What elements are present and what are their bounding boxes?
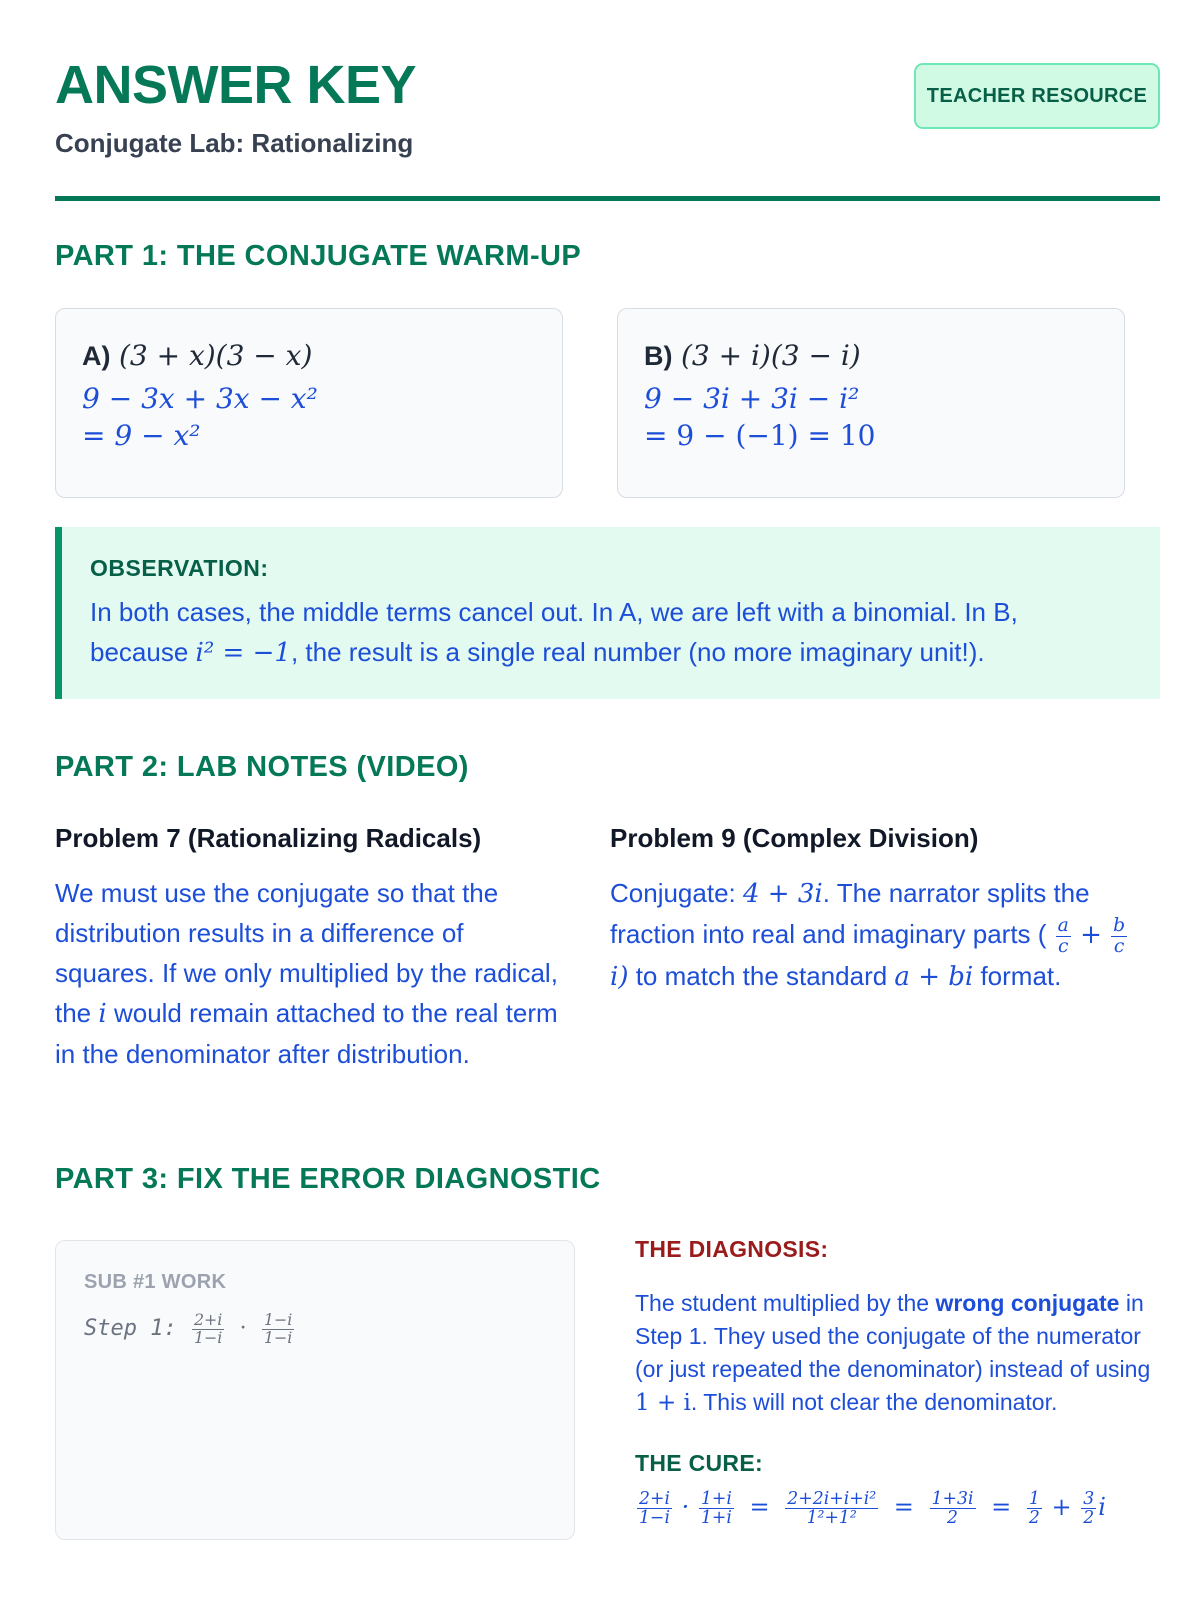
problem7-var: i (98, 999, 107, 1029)
plus-sign: + (1080, 920, 1102, 950)
card-a-line1: 9 − 3x + 3x − x² (82, 382, 318, 415)
diagnosis-text-c: . This will not clear the denominator. (690, 1389, 1058, 1415)
work-fraction-1 (192, 1312, 224, 1346)
frac-num: b (1113, 914, 1126, 936)
frac-den: 2 (1083, 1508, 1095, 1529)
imaginary-unit: i (1098, 1493, 1106, 1522)
problem9-text-d: format. (980, 961, 1062, 992)
cure-fraction-4 (930, 1490, 976, 1527)
work-step-1 (84, 1312, 546, 1346)
cure-fraction-5 (1027, 1490, 1042, 1527)
page-header (55, 55, 1160, 201)
part3-title: PART 3: FIX THE ERROR DIAGNOSTIC (55, 1163, 601, 1195)
wrong-conjugate-emphasis: wrong conjugate (935, 1290, 1120, 1316)
page-subtitle: Conjugate Lab: Rationalizing (55, 128, 414, 158)
cure-fraction-2 (699, 1490, 734, 1527)
multiply-dot: · (681, 1493, 690, 1522)
observation-text-2a: because (90, 637, 189, 667)
problem7-text (55, 873, 565, 1074)
frac-den: c (1058, 935, 1069, 957)
card-a-line2: = 9 − x² (82, 419, 201, 452)
frac-den: 1²+1² (806, 1508, 857, 1529)
diagnosis-heading: THE DIAGNOSIS: (635, 1236, 829, 1262)
frac-num: 1 (1028, 1489, 1040, 1509)
problem9-text-a: Conjugate: (610, 878, 736, 908)
frac-num: a (1057, 914, 1069, 936)
work-fraction-2 (262, 1312, 294, 1346)
part1-title: PART 1: THE CONJUGATE WARM-UP (55, 240, 582, 272)
frac-den: 1−i (263, 1327, 293, 1347)
frac-num: 1+i (700, 1489, 732, 1509)
problem9-text (610, 873, 1130, 997)
card-b-line1: 9 − 3i + 3i − i² (644, 382, 860, 415)
problem9-text-c: to match the standard (635, 961, 888, 992)
problem7-text-b: would remain attached to the real term in the denominator after distribution. (55, 998, 558, 1069)
card-a-label: A) (82, 341, 111, 371)
diagnosis-text (635, 1287, 1155, 1420)
observation-text (90, 592, 1132, 673)
warmup-card-a (55, 308, 563, 498)
diagnosis-math: 1 + i (635, 1390, 691, 1416)
frac-den: c (1113, 935, 1125, 957)
plus-sign: + (1051, 1493, 1072, 1522)
fraction-a-over-c (1056, 916, 1071, 956)
warmup-card-b (617, 308, 1125, 498)
frac-num: 2+i (639, 1489, 670, 1509)
work-heading: SUB #1 WORK (84, 1271, 227, 1293)
frac-num: 1−i (263, 1310, 293, 1329)
problem9-heading: Problem 9 (Complex Division) (610, 823, 979, 853)
step-label: Step 1: (84, 1316, 177, 1342)
observation-math: i² = −1 (195, 638, 291, 668)
observation-text-2b: , the result is a single real number (no more imaginary unit!). (290, 637, 985, 667)
frac-den: 2 (1028, 1508, 1040, 1529)
problem7-text-a: We must use the conjugate so that the distribution results in a difference of squares. If we only multiplied by the radical, the (55, 878, 558, 1028)
diagnosis-text-a: The student multiplied by the (635, 1290, 930, 1316)
card-b-label: B) (644, 341, 673, 371)
frac-den: 1−i (193, 1327, 223, 1347)
answer-key-page (55, 50, 1160, 1529)
cure-fraction-3 (785, 1490, 878, 1527)
frac-num: 3 (1083, 1489, 1095, 1509)
fraction-b-over-c (1111, 916, 1127, 956)
standard-form: a + bi (894, 962, 974, 993)
teacher-resource-badge: TEACHER RESOURCE (914, 63, 1160, 129)
part2-title: PART 2: LAB NOTES (VIDEO) (55, 751, 469, 783)
frac-den: 2 (947, 1508, 959, 1529)
card-b-problem: (3 + i)(3 − i) (680, 339, 861, 372)
cure-fraction-1 (637, 1490, 672, 1527)
student-work-box (55, 1240, 575, 1540)
observation-heading: OBSERVATION: (90, 555, 269, 581)
frac-den: 1+i (700, 1508, 732, 1529)
card-a-problem: (3 + x)(3 − x) (118, 339, 313, 372)
frac-num: 1+3i (931, 1489, 974, 1509)
frac-num: 2+2i+i+i² (787, 1489, 877, 1509)
problem9-text-b: . The narrator splits the fraction into real and imaginary parts ( (610, 878, 1090, 949)
problem9-conjugate: 4 + 3i (743, 879, 823, 909)
card-b-line2: = 9 − (−1) = 10 (644, 419, 876, 452)
equals-sign: = (991, 1493, 1012, 1522)
observation-text-1: In both cases, the middle terms cancel out. In A, we are left with a binomial. In B, (90, 597, 1018, 627)
i-close-paren: i) (610, 962, 629, 993)
cure-equation (635, 1490, 1106, 1527)
multiply-dot: · (239, 1316, 247, 1342)
equals-sign: = (893, 1493, 914, 1522)
cure-heading: THE CURE: (635, 1450, 763, 1476)
diagnosis-text-b: in Step 1. They used the conjugate of the numerator (or just repeated the denominator) instead of using (635, 1290, 1151, 1382)
problem7-heading: Problem 7 (Rationalizing Radicals) (55, 823, 482, 853)
observation-box (55, 527, 1160, 699)
frac-den: 1−i (639, 1508, 670, 1529)
cure-fraction-6 (1081, 1490, 1096, 1527)
page-title: ANSWER KEY (55, 55, 417, 115)
equals-sign: = (749, 1493, 770, 1522)
frac-num: 2+i (193, 1310, 223, 1329)
